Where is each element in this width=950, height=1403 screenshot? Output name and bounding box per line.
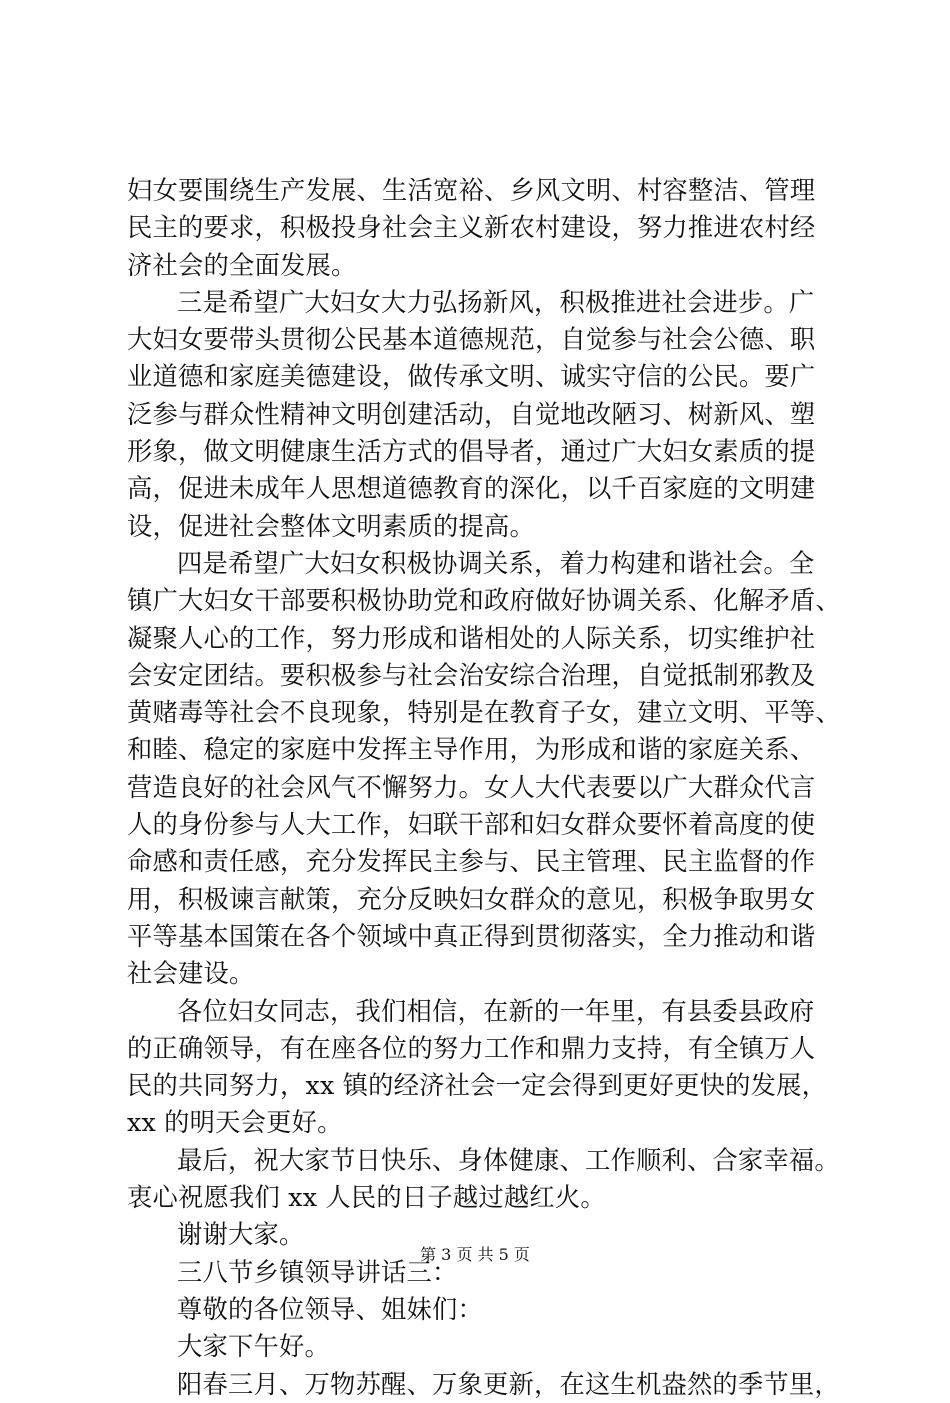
text-line: 高，促进未成年人思想道德教育的深化，以千百家庭的文明建 <box>127 474 816 504</box>
paragraph-start-line: 阳春三月、万物苏醒、万象更新，在这生机盎然的季节里， <box>177 1369 840 1399</box>
text-line: 会安定团结。要积极参与社会治安综合治理，自觉抵制邪教及 <box>127 660 816 690</box>
text-line: 营造良好的社会风气不懈努力。女人大代表要以广大群众代言 <box>127 772 816 802</box>
text-line: 社会建设。 <box>127 959 255 989</box>
text-line: 黄赌毒等社会不良现象，特别是在教育子女，建立文明、平等、 <box>127 698 841 728</box>
paragraph-start-line: 四是希望广大妇女积极协调关系，着力构建和谐社会。全 <box>177 548 815 578</box>
text-line: 业道德和家庭美德建设，做传承文明、诚实守信的公民。要广 <box>127 362 816 392</box>
greeting-line: 大家下午好。 <box>177 1332 330 1362</box>
paragraph-start-line: 三是希望广大妇女大力弘扬新风，积极推进社会进步。广 <box>177 287 815 317</box>
text-line: 用，积极谏言献策，充分反映妇女群众的意见，积极争取男女 <box>127 884 816 914</box>
text-line: 设，促进社会整体文明素质的提高。 <box>127 511 535 541</box>
page-footer <box>0 1245 950 1265</box>
text-line: 人的身份参与人大工作，妇联干部和妇女群众要怀着高度的使 <box>127 810 816 840</box>
document-body <box>127 172 841 1403</box>
text-line: 平等基本国策在各个领域中真正得到贯彻落实，全力推动和谐 <box>127 921 816 951</box>
text-line: 民主的要求，积极投身社会主义新农村建设，努力推进农村经 <box>127 213 816 243</box>
paragraph-start-line: 各位妇女同志，我们相信，在新的一年里，有县委县政府 <box>177 996 815 1026</box>
text-line: 凝聚人心的工作，努力形成和谐相处的人际关系，切实维护社 <box>127 623 816 653</box>
text-line: 妇女要围绕生产发展、生活宽裕、乡风文明、村容整洁、管理 <box>127 176 816 205</box>
text-line: 衷心祝愿我们 xx 人民的日子越过越红火。 <box>127 1183 606 1213</box>
salutation-line: 尊敬的各位领导、姐妹们： <box>177 1294 483 1324</box>
text-line: 济社会的全面发展。 <box>127 250 357 280</box>
paragraph-start-line: 最后，祝大家节日快乐、身体健康、工作顺利、合家幸福。 <box>177 1145 840 1175</box>
text-line: 命感和责任感，充分发挥民主参与、民主管理、民主监督的作 <box>127 847 816 877</box>
text-line: 大妇女要带头贯彻公民基本道德规范，自觉参与社会公德、职 <box>127 325 816 355</box>
text-line: 形象，做文明健康生活方式的倡导者，通过广大妇女素质的提 <box>127 437 816 467</box>
text-line: 镇广大妇女干部要积极协助党和政府做好协调关系、化解矛盾、 <box>127 586 841 616</box>
section-heading-line: 三八节乡镇领导讲话三： <box>177 1257 458 1287</box>
page-number-label: 第 3 页 共 5 页 <box>420 1245 530 1264</box>
text-line: 民的共同努力，xx 镇的经济社会一定会得到更好更快的发展， <box>127 1071 828 1101</box>
text-line: 的正确领导，有在座各位的努力工作和鼎力支持，有全镇万人 <box>127 1033 816 1063</box>
paragraph-start-line: 谢谢大家。 <box>177 1220 305 1250</box>
text-line: xx 的明天会更好。 <box>127 1108 343 1138</box>
text-line: 和睦、稳定的家庭中发挥主导作用，为形成和谐的家庭关系、 <box>127 735 816 765</box>
text-line: 泛参与群众性精神文明创建活动，自觉地改陋习、树新风、塑 <box>127 399 816 429</box>
